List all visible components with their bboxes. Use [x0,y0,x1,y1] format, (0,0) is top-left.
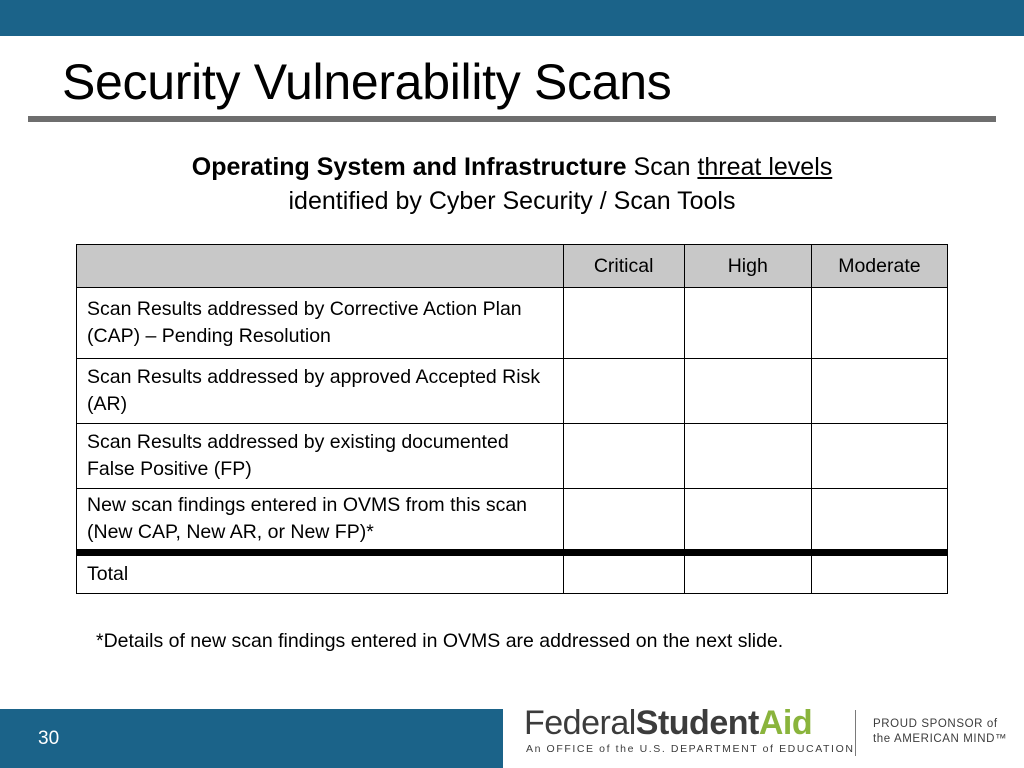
cell-high [684,359,811,424]
logo-tagline: An OFFICE of the U.S. DEPARTMENT of EDUCATION [526,743,855,755]
table-row [77,288,948,359]
logo-divider [855,710,856,756]
logo-student: Student [635,704,759,742]
slide-title: Security Vulnerability Scans [62,54,672,110]
footnote: *Details of new scan findings entered in OVMS are addressed on the next slide. [96,630,784,652]
top-banner [0,0,1024,36]
cell-critical [563,424,684,489]
cell-moderate [811,288,947,359]
subtitle-line2: identified by Cyber Security / Scan Tools [288,187,736,215]
logo-aid: Aid [758,704,813,742]
slide-subtitle [0,150,1024,218]
header-cell-critical: Critical [563,245,684,288]
title-divider [28,116,996,122]
cell-critical [563,553,684,594]
table-header-row [77,245,948,288]
row-label: Total [77,553,564,594]
table-row [77,489,948,553]
table-row [77,424,948,489]
subtitle-bold: Operating System and Infrastructure [191,153,627,181]
header-cell-blank [77,245,564,288]
cell-moderate [811,424,947,489]
table-row-total [77,553,948,594]
table-row [77,359,948,424]
header-cell-moderate: Moderate [811,245,947,288]
cell-critical [563,288,684,359]
cell-high [684,489,811,553]
cell-moderate [811,489,947,553]
header-cell-high: High [684,245,811,288]
row-label: Scan Results addressed by existing documented False Positive (FP) [77,424,564,489]
cell-high [684,288,811,359]
subtitle-scan: Scan [626,153,698,181]
sponsor-line-1: PROUD SPONSOR of [873,718,998,730]
subtitle-underlined: threat levels [697,153,833,181]
row-label: Scan Results addressed by approved Accepted Risk (AR) [77,359,564,424]
sponsor-line-2: the AMERICAN MIND™ [873,733,1008,745]
federal-student-aid-logo [524,704,812,743]
footer-bar [0,709,503,768]
cell-high [684,424,811,489]
cell-moderate [811,553,947,594]
row-label: Scan Results addressed by Corrective Action Plan (CAP) – Pending Resolution [77,288,564,359]
scan-results-table [76,244,948,594]
cell-critical [563,359,684,424]
logo-federal: Federal [524,704,636,742]
page-number: 30 [38,728,60,749]
cell-high [684,553,811,594]
cell-moderate [811,359,947,424]
row-label: New scan findings entered in OVMS from this scan (New CAP, New AR, or New FP)* [77,489,564,553]
cell-critical [563,489,684,553]
